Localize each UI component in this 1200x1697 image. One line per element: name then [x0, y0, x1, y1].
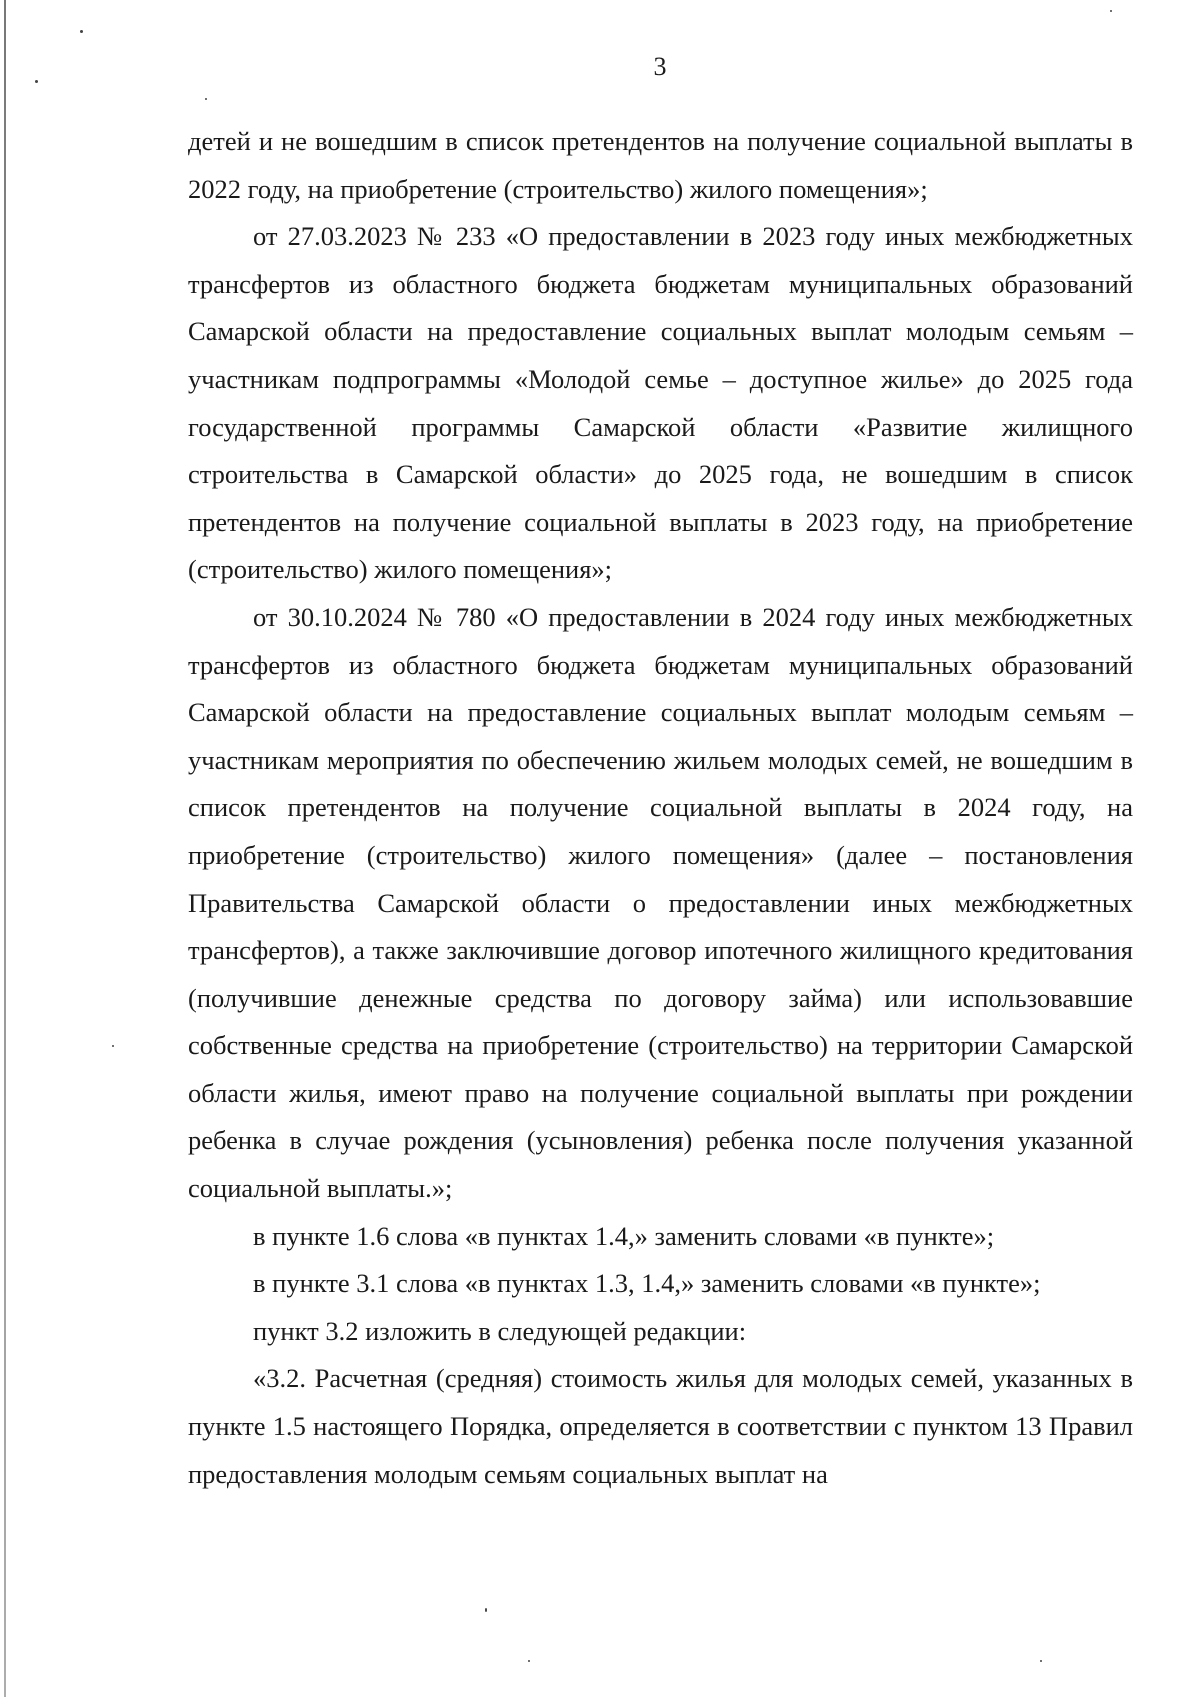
scan-speck	[112, 1045, 114, 1047]
paragraph-amendment-3-1: в пункте 3.1 слова «в пунктах 1.3, 1.4,» заменить словами «в пункте»;	[253, 1268, 1041, 1299]
paragraph-resolution-780: от 30.10.2024 № 780 «О предоставлении в 2024 году иных межбюджетных трансфертов из областного бюджета бюджетам муниципальных образований Самарской области на предоставление социальных выплат молодым семьям – участникам мероприятия по обеспечению жильем молодых семей, не вошедшим в список претендентов на получение социальной выплаты в 2024 году, на приобретение (строительство) жилого помещения» (далее – постановления Правительства Самарской области о предоставлении иных межбюджетных трансфертов), а также заключившие договор ипотечного жилищного кредитования (получившие денежные средства по договору займа) или использовавшие собственные средства на приобретение (строительство) на территории Самарской области жилья, имеют право на получение социальной выплаты при рождении ребенка в случае рождения (усыновления) ребенка после получения указанной социальной выплаты.»;	[188, 601, 1133, 1204]
paragraph-amendment-3-2-intro: пункт 3.2 изложить в следующей редакции:	[253, 1315, 747, 1346]
scan-edge	[4, 0, 6, 1697]
scan-speck	[1110, 10, 1112, 12]
scan-speck	[1040, 1660, 1042, 1662]
scan-speck	[35, 80, 38, 83]
paragraph-continuation: детей и не вошедшим в список претендентов на получение социальной выплаты в 2022 году, на приобретение (строительство) жилого помещения»;	[188, 126, 1133, 204]
scan-speck	[528, 1660, 530, 1662]
paragraph-new-3-2: «3.2. Расчетная (средняя) стоимость жилья для молодых семей, указанных в пункте 1.5 настоящего Порядка, определяется в соответствии с пунктом 13 Правил предоставления молодым семьям социальных выплат на	[188, 1363, 1133, 1489]
scan-speck	[485, 1608, 487, 1612]
page-number: 3	[653, 52, 667, 81]
paragraph-resolution-233: от 27.03.2023 № 233 «О предоставлении в 2023 году иных межбюджетных трансфертов из областного бюджета бюджетам муниципальных образований Самарской области на предоставление социальных выплат молодым семьям – участникам подпрограммы «Молодой семье – доступное жилье» до 2025 года государственной программы Самарской области «Развитие жилищного строительства в Самарской области» до 2025 года, не вошедшим в список претендентов на получение социальной выплаты в 2023 году, на приобретение (строительство) жилого помещения»;	[188, 221, 1133, 585]
paragraph-amendment-1-6: в пункте 1.6 слова «в пунктах 1.4,» заменить словами «в пункте»;	[253, 1220, 995, 1251]
scan-speck	[205, 98, 207, 100]
document-body	[188, 118, 1133, 1498]
scan-speck	[80, 30, 83, 33]
